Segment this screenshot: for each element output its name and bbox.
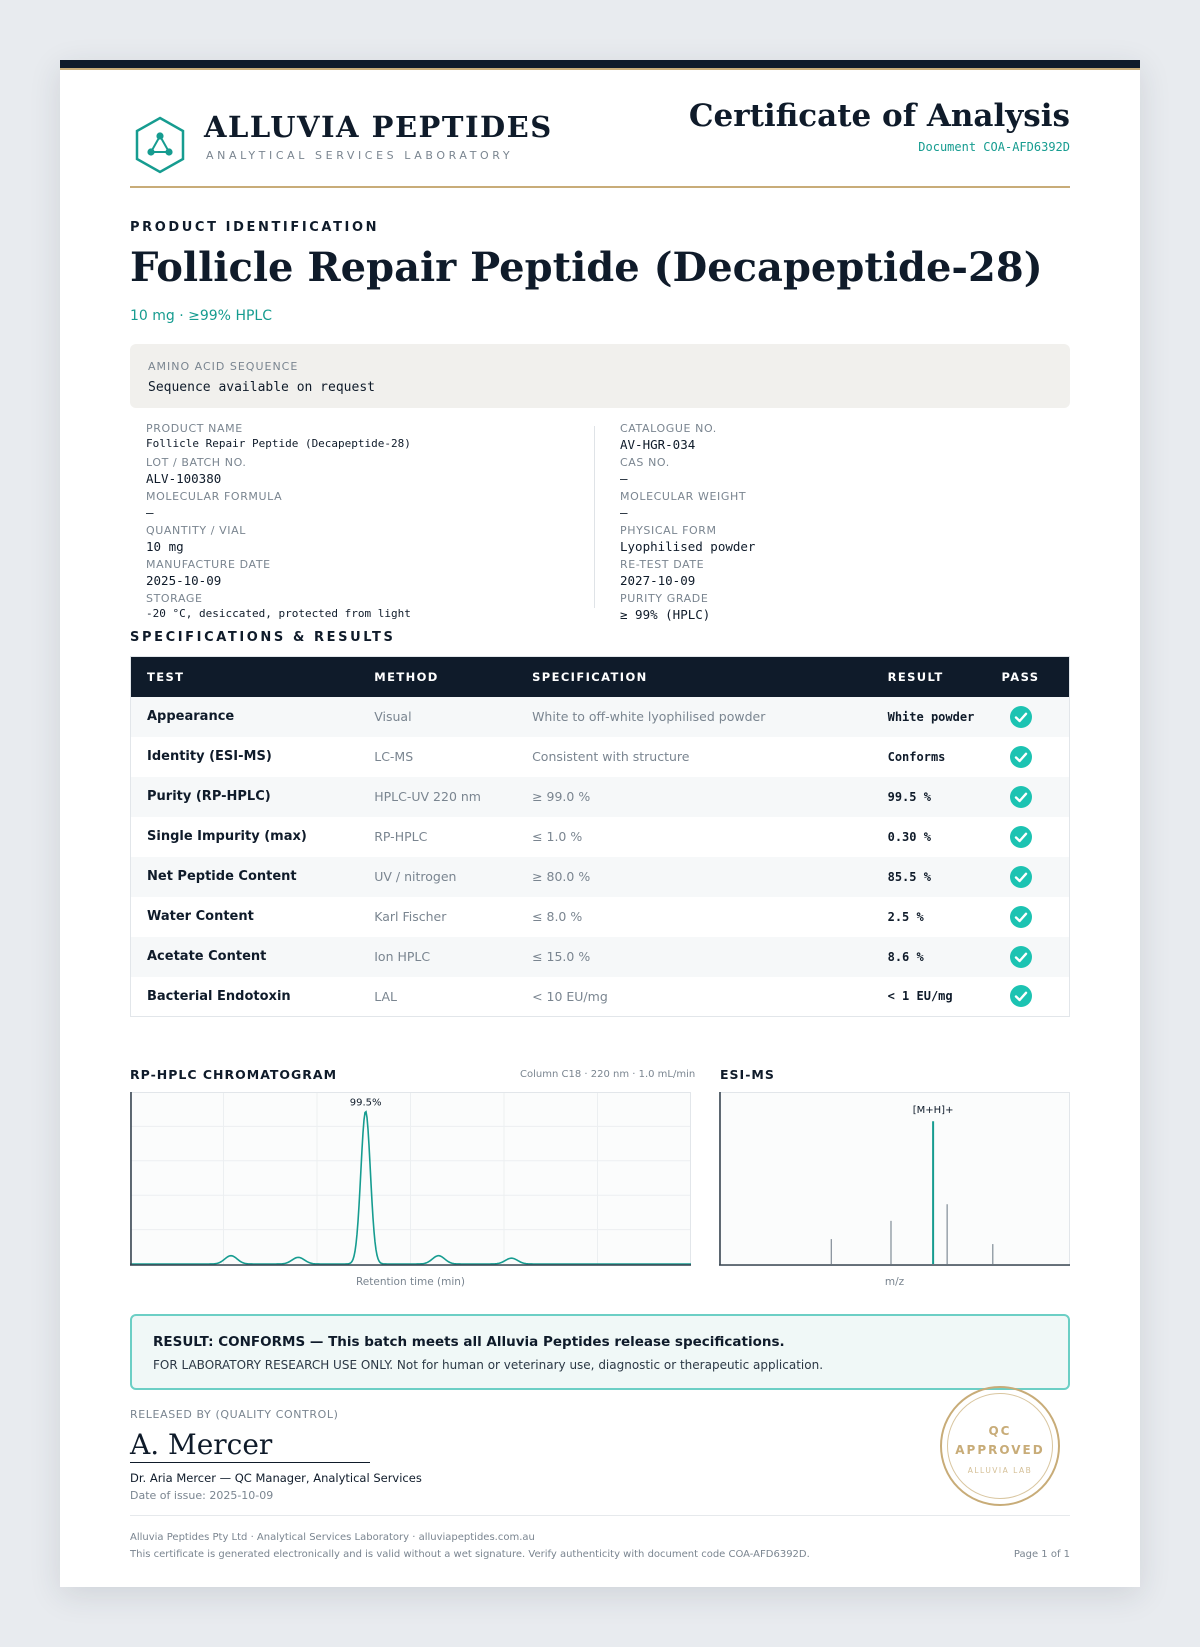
- cell-specification: ≥ 80.0 %: [516, 857, 872, 897]
- cell-specification: ≤ 8.0 %: [516, 897, 872, 937]
- field-label: RE-TEST DATE: [620, 558, 705, 571]
- hplc-x-axis-label: Retention time (min): [355, 1276, 466, 1288]
- footer-company: Alluvia Peptides Pty Ltd · Analytical Services Laboratory · alluviapeptides.com.au: [130, 1532, 535, 1543]
- released-by-label: RELEASED BY (QUALITY CONTROL): [130, 1408, 339, 1421]
- cell-result: 0.30 %: [872, 817, 986, 857]
- pass-check-icon: [1010, 866, 1032, 888]
- table-row: [131, 897, 1070, 937]
- esi-ms-chart: [719, 1092, 1070, 1266]
- field-label: PURITY GRADE: [620, 592, 709, 605]
- result-conforms-box: [130, 1314, 1070, 1390]
- cell-specification: ≤ 15.0 %: [516, 937, 872, 977]
- product-section-label: PRODUCT IDENTIFICATION: [130, 220, 380, 235]
- cell-test: Appearance: [131, 697, 359, 737]
- field-value: ≥ 99% (HPLC): [620, 607, 711, 622]
- page-number: Page 1 of 1: [1013, 1549, 1070, 1560]
- brand-subtitle: ANALYTICAL SERVICES LABORATORY: [206, 149, 514, 162]
- hplc-chart-meta: Column C18 · 220 nm · 1.0 mL/min: [520, 1069, 696, 1080]
- stamp-line-1: QC: [988, 1424, 1012, 1438]
- cell-test: Single Impurity (max): [131, 817, 359, 857]
- cell-specification: ≤ 1.0 %: [516, 817, 872, 857]
- cell-specification: White to off-white lyophilised powder: [516, 697, 872, 737]
- field-molecular-weight: [620, 490, 746, 520]
- product-title: Follicle Repair Peptide (Decapeptide-28): [130, 244, 1043, 291]
- brand-name: ALLUVIA PEPTIDES: [204, 110, 553, 144]
- cell-pass: [986, 977, 1070, 1017]
- document-code: Document COA-AFD6392D: [918, 140, 1070, 154]
- field-cas-number: [620, 456, 670, 486]
- field-value: Follicle Repair Peptide (Decapeptide-28): [146, 437, 411, 450]
- pass-check-icon: [1010, 706, 1032, 728]
- field-label: MOLECULAR WEIGHT: [620, 490, 747, 503]
- column-header-specification: SPECIFICATION: [516, 657, 872, 697]
- cell-test: Water Content: [131, 897, 359, 937]
- cell-specification: ≥ 99.0 %: [516, 777, 872, 817]
- field-label: PRODUCT NAME: [146, 422, 243, 435]
- cell-test: Purity (RP-HPLC): [131, 777, 359, 817]
- cell-result: White powder: [872, 697, 986, 737]
- field-physical-form: [620, 524, 755, 554]
- issue-date: Date of issue: 2025-10-09: [130, 1489, 274, 1502]
- plot-background: [719, 1092, 1070, 1266]
- table-row: [131, 857, 1070, 897]
- column-header-method: METHOD: [358, 657, 516, 697]
- header-divider: [130, 186, 1070, 188]
- cell-test: Net Peptide Content: [131, 857, 359, 897]
- pass-check-icon: [1010, 906, 1032, 928]
- field-storage: [146, 592, 411, 620]
- cell-result: Conforms: [872, 737, 986, 777]
- field-manufacture-date: [146, 558, 271, 588]
- column-header-test: TEST: [131, 657, 359, 697]
- cell-method: RP-HPLC: [358, 817, 516, 857]
- field-label: STORAGE: [146, 592, 203, 605]
- field-label: MANUFACTURE DATE: [146, 558, 271, 571]
- cell-method: LC-MS: [358, 737, 516, 777]
- sequence-label: AMINO ACID SEQUENCE: [148, 360, 299, 373]
- field-quantity: [146, 524, 246, 554]
- field-value: ALV-100380: [146, 471, 222, 486]
- field-value: —: [620, 471, 628, 486]
- field-retest-date: [620, 558, 704, 588]
- cell-method: Ion HPLC: [358, 937, 516, 977]
- table-row: [131, 697, 1070, 737]
- cell-method: Karl Fischer: [358, 897, 516, 937]
- product-subtitle: 10 mg · ≥99% HPLC: [130, 308, 272, 324]
- field-purity-grade: [620, 592, 710, 622]
- result-title: RESULT: CONFORMS — This batch meets all Alluvia Peptides release specifications.: [153, 1334, 785, 1350]
- molecular-ion-label: [M+H]+: [912, 1105, 954, 1117]
- table-row: [131, 977, 1070, 1017]
- field-value: 10 mg: [146, 539, 184, 554]
- sheet-content: [130, 60, 1070, 1587]
- cell-method: Visual: [358, 697, 516, 737]
- field-value: —: [620, 505, 628, 520]
- hplc-chromatogram-chart: [130, 1092, 691, 1266]
- field-value: 2025-10-09: [146, 573, 222, 588]
- cell-specification: Consistent with structure: [516, 737, 872, 777]
- field-catalogue-number: [620, 422, 717, 452]
- table-row: [131, 937, 1070, 977]
- table-header-row: [131, 657, 1070, 697]
- field-value: Lyophilised powder: [620, 539, 756, 554]
- signature: A. Mercer: [130, 1428, 273, 1461]
- signature-line: [130, 1462, 370, 1463]
- footer-divider: [130, 1515, 1070, 1516]
- cell-pass: [986, 897, 1070, 937]
- cell-result: < 1 EU/mg: [872, 977, 986, 1017]
- stamp-line-2: APPROVED: [955, 1443, 1045, 1457]
- pass-check-icon: [1010, 786, 1032, 808]
- sequence-box: [130, 344, 1070, 408]
- cell-method: UV / nitrogen: [358, 857, 516, 897]
- document-title: Certificate of Analysis: [688, 98, 1070, 134]
- field-value: -20 °C, desiccated, protected from light: [146, 607, 411, 620]
- footer-validity-note: This certificate is generated electronically and is valid without a wet signature. Verify authenticity with document code COA-AFD6392D.: [130, 1549, 810, 1560]
- cell-pass: [986, 857, 1070, 897]
- main-peak-label: 99.5%: [349, 1097, 382, 1109]
- field-label: CATALOGUE NO.: [620, 422, 717, 435]
- field-lot-number: [146, 456, 247, 486]
- cell-test: Identity (ESI-MS): [131, 737, 359, 777]
- cell-pass: [986, 737, 1070, 777]
- stamp-line-3: ALLUVIA LAB: [967, 1466, 1033, 1475]
- fields-divider: [594, 426, 595, 608]
- specifications-table: [130, 656, 1070, 1017]
- product-fields: [146, 422, 1070, 620]
- field-label: LOT / BATCH NO.: [146, 456, 247, 469]
- pass-check-icon: [1010, 746, 1032, 768]
- field-label: CAS NO.: [620, 456, 670, 469]
- cell-pass: [986, 777, 1070, 817]
- cell-test: Bacterial Endotoxin: [131, 977, 359, 1017]
- table-row: [131, 777, 1070, 817]
- cell-pass: [986, 817, 1070, 857]
- pass-check-icon: [1010, 985, 1032, 1007]
- cell-pass: [986, 937, 1070, 977]
- cell-result: 99.5 %: [872, 777, 986, 817]
- qc-approved-stamp: [940, 1386, 1060, 1506]
- hexagon-molecule-icon: [134, 115, 186, 175]
- field-value: AV-HGR-034: [620, 437, 696, 452]
- ms-chart-title: ESI-MS: [720, 1067, 775, 1082]
- field-label: PHYSICAL FORM: [620, 524, 717, 537]
- field-label: MOLECULAR FORMULA: [146, 490, 283, 503]
- pass-check-icon: [1010, 946, 1032, 968]
- pass-check-icon: [1010, 826, 1032, 848]
- cell-result: 2.5 %: [872, 897, 986, 937]
- research-use-note: FOR LABORATORY RESEARCH USE ONLY. Not for human or veterinary use, diagnostic or therapeutic application.: [153, 1358, 824, 1372]
- certificate-sheet: [60, 60, 1140, 1587]
- table-row: [131, 817, 1070, 857]
- field-value: —: [146, 505, 154, 520]
- signer-name: Dr. Aria Mercer — QC Manager, Analytical Services: [130, 1471, 422, 1485]
- field-molecular-formula: [146, 490, 282, 520]
- hplc-chart-title: RP-HPLC CHROMATOGRAM: [130, 1067, 338, 1082]
- column-header-pass: PASS: [986, 657, 1070, 697]
- sequence-value: Sequence available on request: [148, 380, 375, 395]
- cell-method: HPLC-UV 220 nm: [358, 777, 516, 817]
- column-header-result: RESULT: [872, 657, 986, 697]
- cell-result: 8.6 %: [872, 937, 986, 977]
- field-value: 2027-10-09: [620, 573, 696, 588]
- cell-test: Acetate Content: [131, 937, 359, 977]
- cell-result: 85.5 %: [872, 857, 986, 897]
- cell-method: LAL: [358, 977, 516, 1017]
- cell-pass: [986, 697, 1070, 737]
- cell-specification: < 10 EU/mg: [516, 977, 872, 1017]
- table-row: [131, 737, 1070, 777]
- field-label: QUANTITY / VIAL: [146, 524, 246, 537]
- field-product-name: [146, 422, 411, 450]
- specs-section-label: SPECIFICATIONS & RESULTS: [130, 630, 396, 645]
- ms-x-axis-label: m/z: [884, 1276, 905, 1288]
